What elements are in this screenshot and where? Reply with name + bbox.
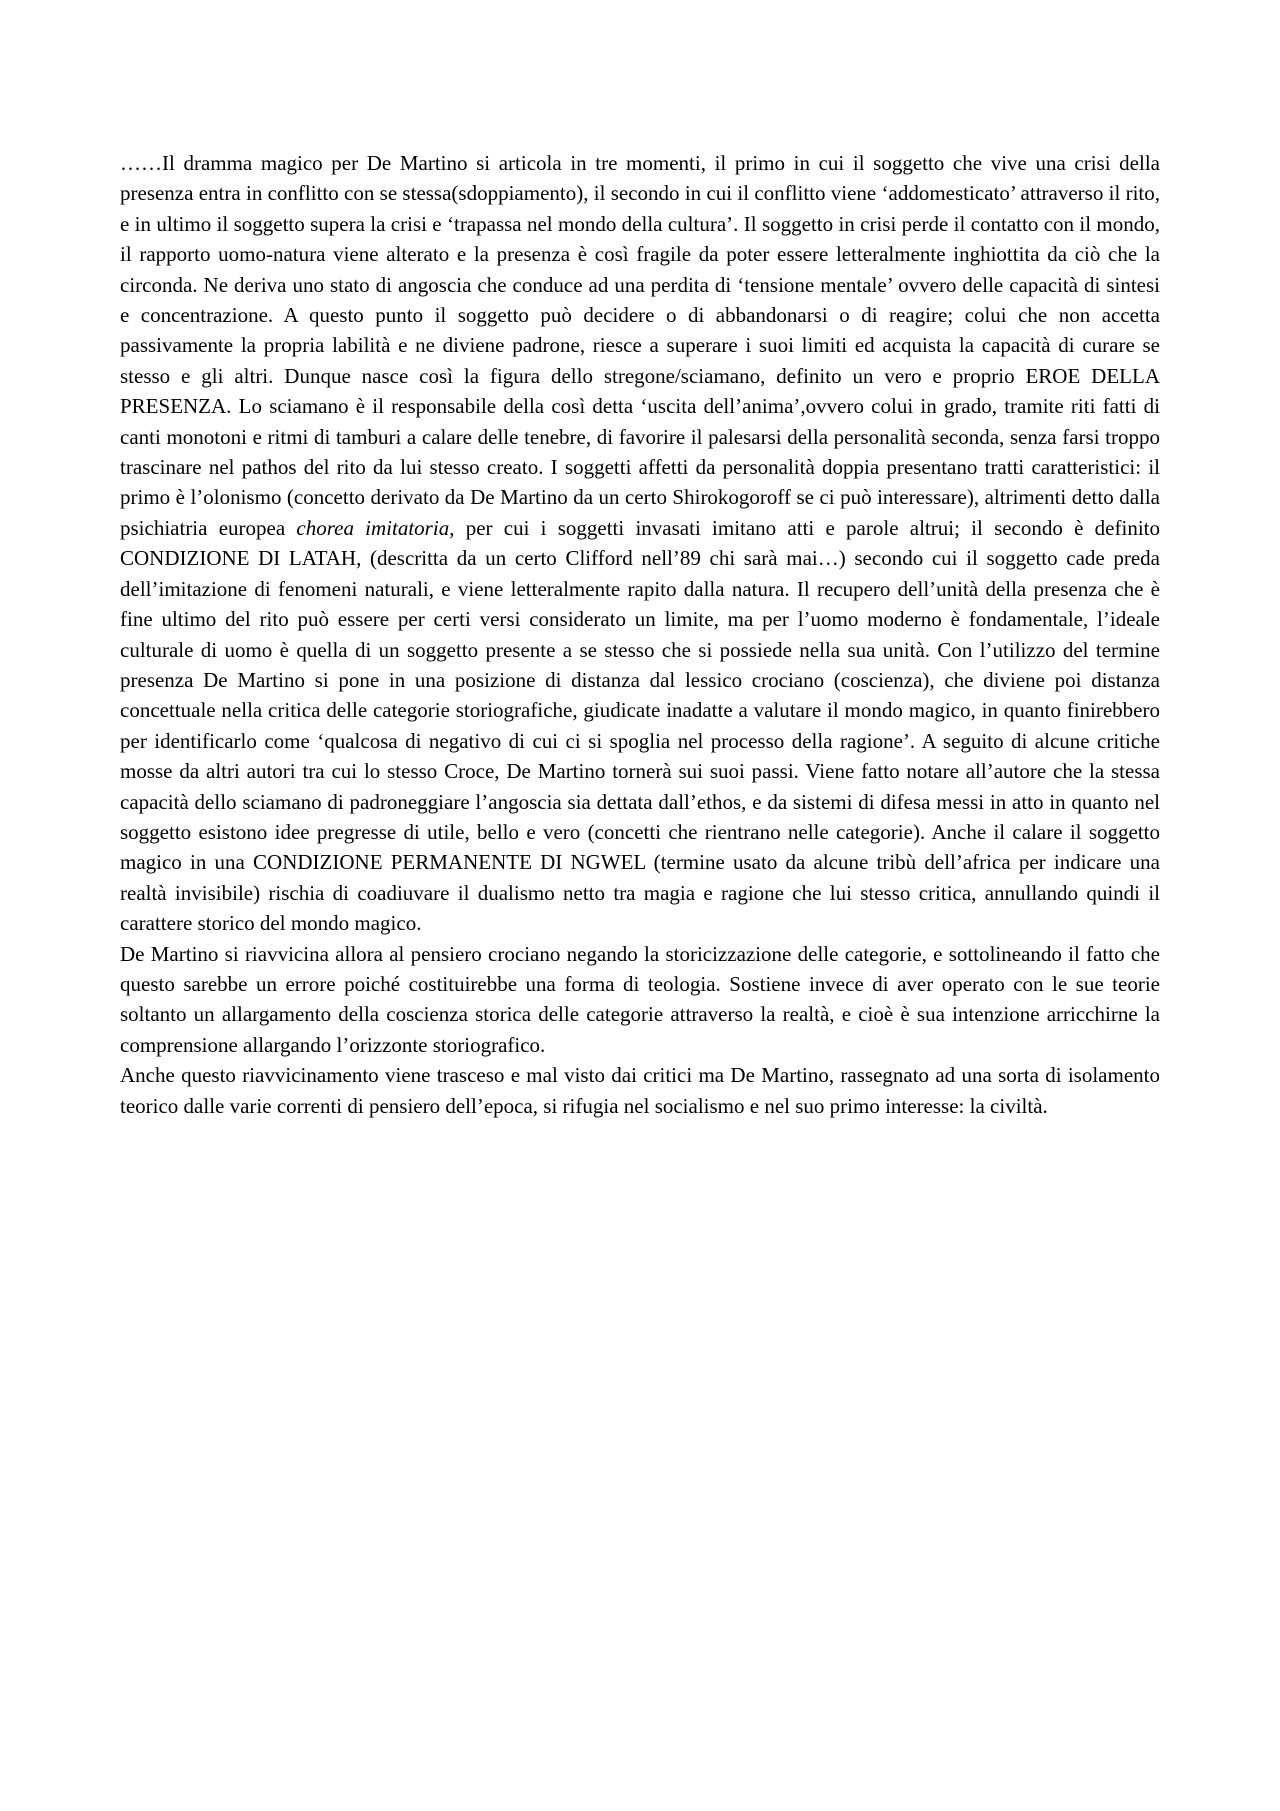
paragraph-text: , per cui i soggetti invasati imitano atti e parole altrui; il secondo è definito CONDIZIONE DI LATAH, (descritta da un certo Clifford nell’89 chi sarà mai…) secondo cui il soggetto cade preda dell’imitazione di fenomeni naturali, e viene letteralmente rapito dalla natura. Il recupero dell’unità della presenza che è fine ultimo del rito può essere per certi versi considerato un limite, ma per l’uomo moderno è fondamentale, l’ideale culturale di uomo è quella di un soggetto presente a se stesso che si possiede nella sua unità. Con l’utilizzo del termine presenza De Martino si pone in una posizione di distanza dal lessico crociano (coscienza), che diviene poi distanza concettuale nella critica delle categorie storiografiche, giudicate inadatte a valutare il mondo magico, in quanto finirebbero per identificarlo come ‘qualcosa di negativo di cui ci si spoglia nel processo della ragione’. A seguito di alcune critiche mosse da altri autori tra cui lo stesso Croce, De Martino tornerà sui suoi passi. Viene fatto notare all’autore che la stessa capacità dello sciamano di padroneggiare l’angoscia sia dettata dall’ethos, e da sistemi di difesa messi in atto in quanto nel soggetto esistono idee pregresse di utile, bello e vero (concetti che rientrano nelle categorie). Anche il calare il soggetto magico in una CONDIZIONE PERMANENTE DI NGWEL (termine usato da alcune tribù dell’africa per indicare una realtà invisibile) rischia di coadiuvare il dualismo netto tra magia e ragione che lui stesso critica, annullando quindi il carattere storico del mondo magico. [120,515,1161,936]
document-body [120,148,1160,1121]
paragraph-text: Anche questo riavvicinamento viene trasceso e mal visto dai critici ma De Martino, rassegnato ad una sorta di isolamento teorico dalle varie correnti di pensiero dell’epoca, si rifugia nel socialismo e nel suo primo interesse: la civiltà. [120,1063,1160,1118]
paragraph-riavvicinamento-crociano [120,939,1160,1061]
paragraph-dramma-magico [120,148,1160,939]
italic-term-chorea-imitatoria: chorea imitatoria [296,515,450,540]
paragraph-text: De Martino si riavvicina allora al pensiero crociano negando la storicizzazione delle categorie, e sottolineando il fatto che questo sarebbe un errore poiché costituirebbe una forma di teologia. Sostiene invece di aver operato con le sue teorie soltanto un allargamento della coscienza storica delle categorie attraverso la realtà, e cioè è sua intenzione arricchirne la comprensione allargando l’orizzonte storiografico. [120,941,1160,1057]
paragraph-text: ……Il dramma magico per De Martino si articola in tre momenti, il primo in cui il soggetto che vive una crisi della presenza entra in conflitto con se stessa(sdoppiamento), il secondo in cui il conflitto viene ‘addomesticato’ attraverso il rito, e in ultimo il soggetto supera la crisi e ‘trapassa nel mondo della cultura’. Il soggetto in crisi perde il contatto con il mondo, il rapporto uomo-natura viene alterato e la presenza è così fragile da poter essere letteralmente inghiottita da ciò che la circonda. Ne deriva uno stato di angoscia che conduce ad una perdita di ‘tensione mentale’ ovvero delle capacità di sintesi e concentrazione. A questo punto il soggetto può decidere o di abbandonarsi o di reagire; colui che non accetta passivamente la propria labilità e ne diviene padrone, riesce a superare i suoi limiti ed acquista la capacità di curare se stesso e gli altri. Dunque nasce così la figura dello stregone/sciamano, definito un vero e proprio EROE DELLA PRESENZA. Lo sciamano è il responsabile della così detta ‘uscita dell’anima’,ovvero colui in grado, tramite riti fatti di canti monotoni e ritmi di tamburi a calare delle tenebre, di favorire il palesarsi della personalità seconda, senza farsi troppo trascinare nel pathos del rito da lui stesso creato. I soggetti affetti da personalità doppia presentano tratti caratteristici: il primo è l’olonismo (concetto derivato da De Martino da un certo Shirokogoroff se ci può interessare), altrimenti detto dalla psichiatria europea [120,151,1160,540]
paragraph-socialismo [120,1060,1160,1121]
